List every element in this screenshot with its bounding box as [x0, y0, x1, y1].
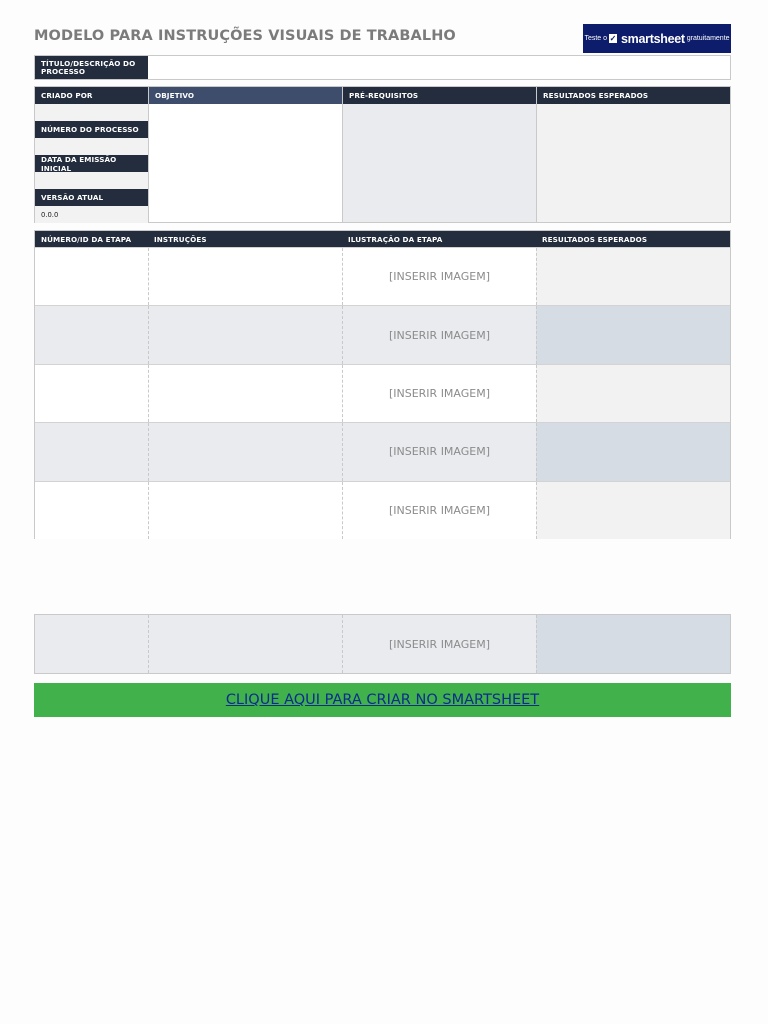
current-version-field[interactable]: 0.0.0: [35, 206, 148, 223]
table-row: [35, 615, 730, 673]
prerequisites-field[interactable]: [343, 104, 536, 222]
table-row: [35, 481, 730, 539]
results-cell[interactable]: [536, 248, 730, 305]
instructions-cell[interactable]: [148, 423, 342, 480]
objective-column: [148, 87, 342, 222]
expected-results-header: RESULTADOS ESPERADOS: [537, 87, 730, 104]
process-meta-column: [35, 87, 148, 222]
results-cell[interactable]: [536, 365, 730, 422]
process-title-field[interactable]: [148, 56, 730, 79]
objective-header: OBJETIVO: [149, 87, 342, 104]
table-row: [35, 364, 730, 422]
expected-results-column: [536, 87, 730, 222]
image-placeholder[interactable]: [INSERIR IMAGEM]: [342, 615, 536, 673]
step-id-cell[interactable]: [35, 306, 148, 363]
results-cell[interactable]: [536, 306, 730, 363]
results-cell[interactable]: [536, 423, 730, 480]
created-by-field[interactable]: [35, 104, 148, 121]
image-placeholder[interactable]: [INSERIR IMAGEM]: [342, 423, 536, 480]
step-id-cell[interactable]: [35, 482, 148, 539]
instructions-header: INSTRUÇÕES: [148, 231, 342, 247]
process-number-field[interactable]: [35, 138, 148, 155]
objective-field[interactable]: [149, 104, 342, 222]
process-number-label: NÚMERO DO PROCESSO: [35, 121, 148, 138]
step-id-cell[interactable]: [35, 248, 148, 305]
extra-step-table: [34, 614, 731, 674]
smartsheet-check-icon: ✓: [609, 34, 617, 43]
prerequisites-header: PRÉ-REQUISITOS: [343, 87, 536, 104]
instructions-cell[interactable]: [148, 615, 342, 673]
create-in-smartsheet-banner: [34, 683, 731, 717]
results-cell[interactable]: [536, 615, 730, 673]
table-row: [35, 305, 730, 363]
table-row: [35, 247, 730, 305]
process-info-block: [34, 86, 731, 223]
table-row: [35, 422, 730, 480]
image-placeholder[interactable]: [INSERIR IMAGEM]: [342, 306, 536, 363]
create-in-smartsheet-link[interactable]: CLIQUE AQUI PARA CRIAR NO SMARTSHEET: [225, 692, 540, 708]
image-placeholder[interactable]: [INSERIR IMAGEM]: [342, 365, 536, 422]
steps-table-header: [35, 231, 730, 247]
step-illustration-header: ILUSTRAÇÃO DA ETAPA: [342, 231, 536, 247]
expected-results-field[interactable]: [537, 104, 730, 222]
initial-issue-date-field[interactable]: [35, 172, 148, 189]
steps-table: [34, 230, 731, 539]
brand-name: smartsheet: [621, 31, 685, 46]
brand-suffix: gratuitamente: [686, 35, 730, 42]
page-title: MODELO PARA INSTRUÇÕES VISUAIS DE TRABALHO: [34, 28, 456, 44]
instructions-cell[interactable]: [148, 306, 342, 363]
smartsheet-trial-banner[interactable]: [583, 24, 731, 53]
initial-issue-date-label: DATA DA EMISSÃO INICIAL: [35, 155, 148, 172]
instructions-cell[interactable]: [148, 248, 342, 305]
step-id-cell[interactable]: [35, 423, 148, 480]
instructions-cell[interactable]: [148, 482, 342, 539]
image-placeholder[interactable]: [INSERIR IMAGEM]: [342, 482, 536, 539]
brand-prefix: Teste o: [584, 35, 608, 42]
process-title-row: [34, 55, 731, 80]
results-cell[interactable]: [536, 482, 730, 539]
step-id-cell[interactable]: [35, 615, 148, 673]
step-id-header: NÚMERO/ID DA ETAPA: [35, 231, 148, 247]
created-by-label: CRIADO POR: [35, 87, 148, 104]
process-title-label: TÍTULO/DESCRIÇÃO DO PROCESSO: [35, 56, 148, 79]
current-version-label: VERSÃO ATUAL: [35, 189, 148, 206]
step-id-cell[interactable]: [35, 365, 148, 422]
image-placeholder[interactable]: [INSERIR IMAGEM]: [342, 248, 536, 305]
step-results-header: RESULTADOS ESPERADOS: [536, 231, 730, 247]
prerequisites-column: [342, 87, 536, 222]
instructions-cell[interactable]: [148, 365, 342, 422]
